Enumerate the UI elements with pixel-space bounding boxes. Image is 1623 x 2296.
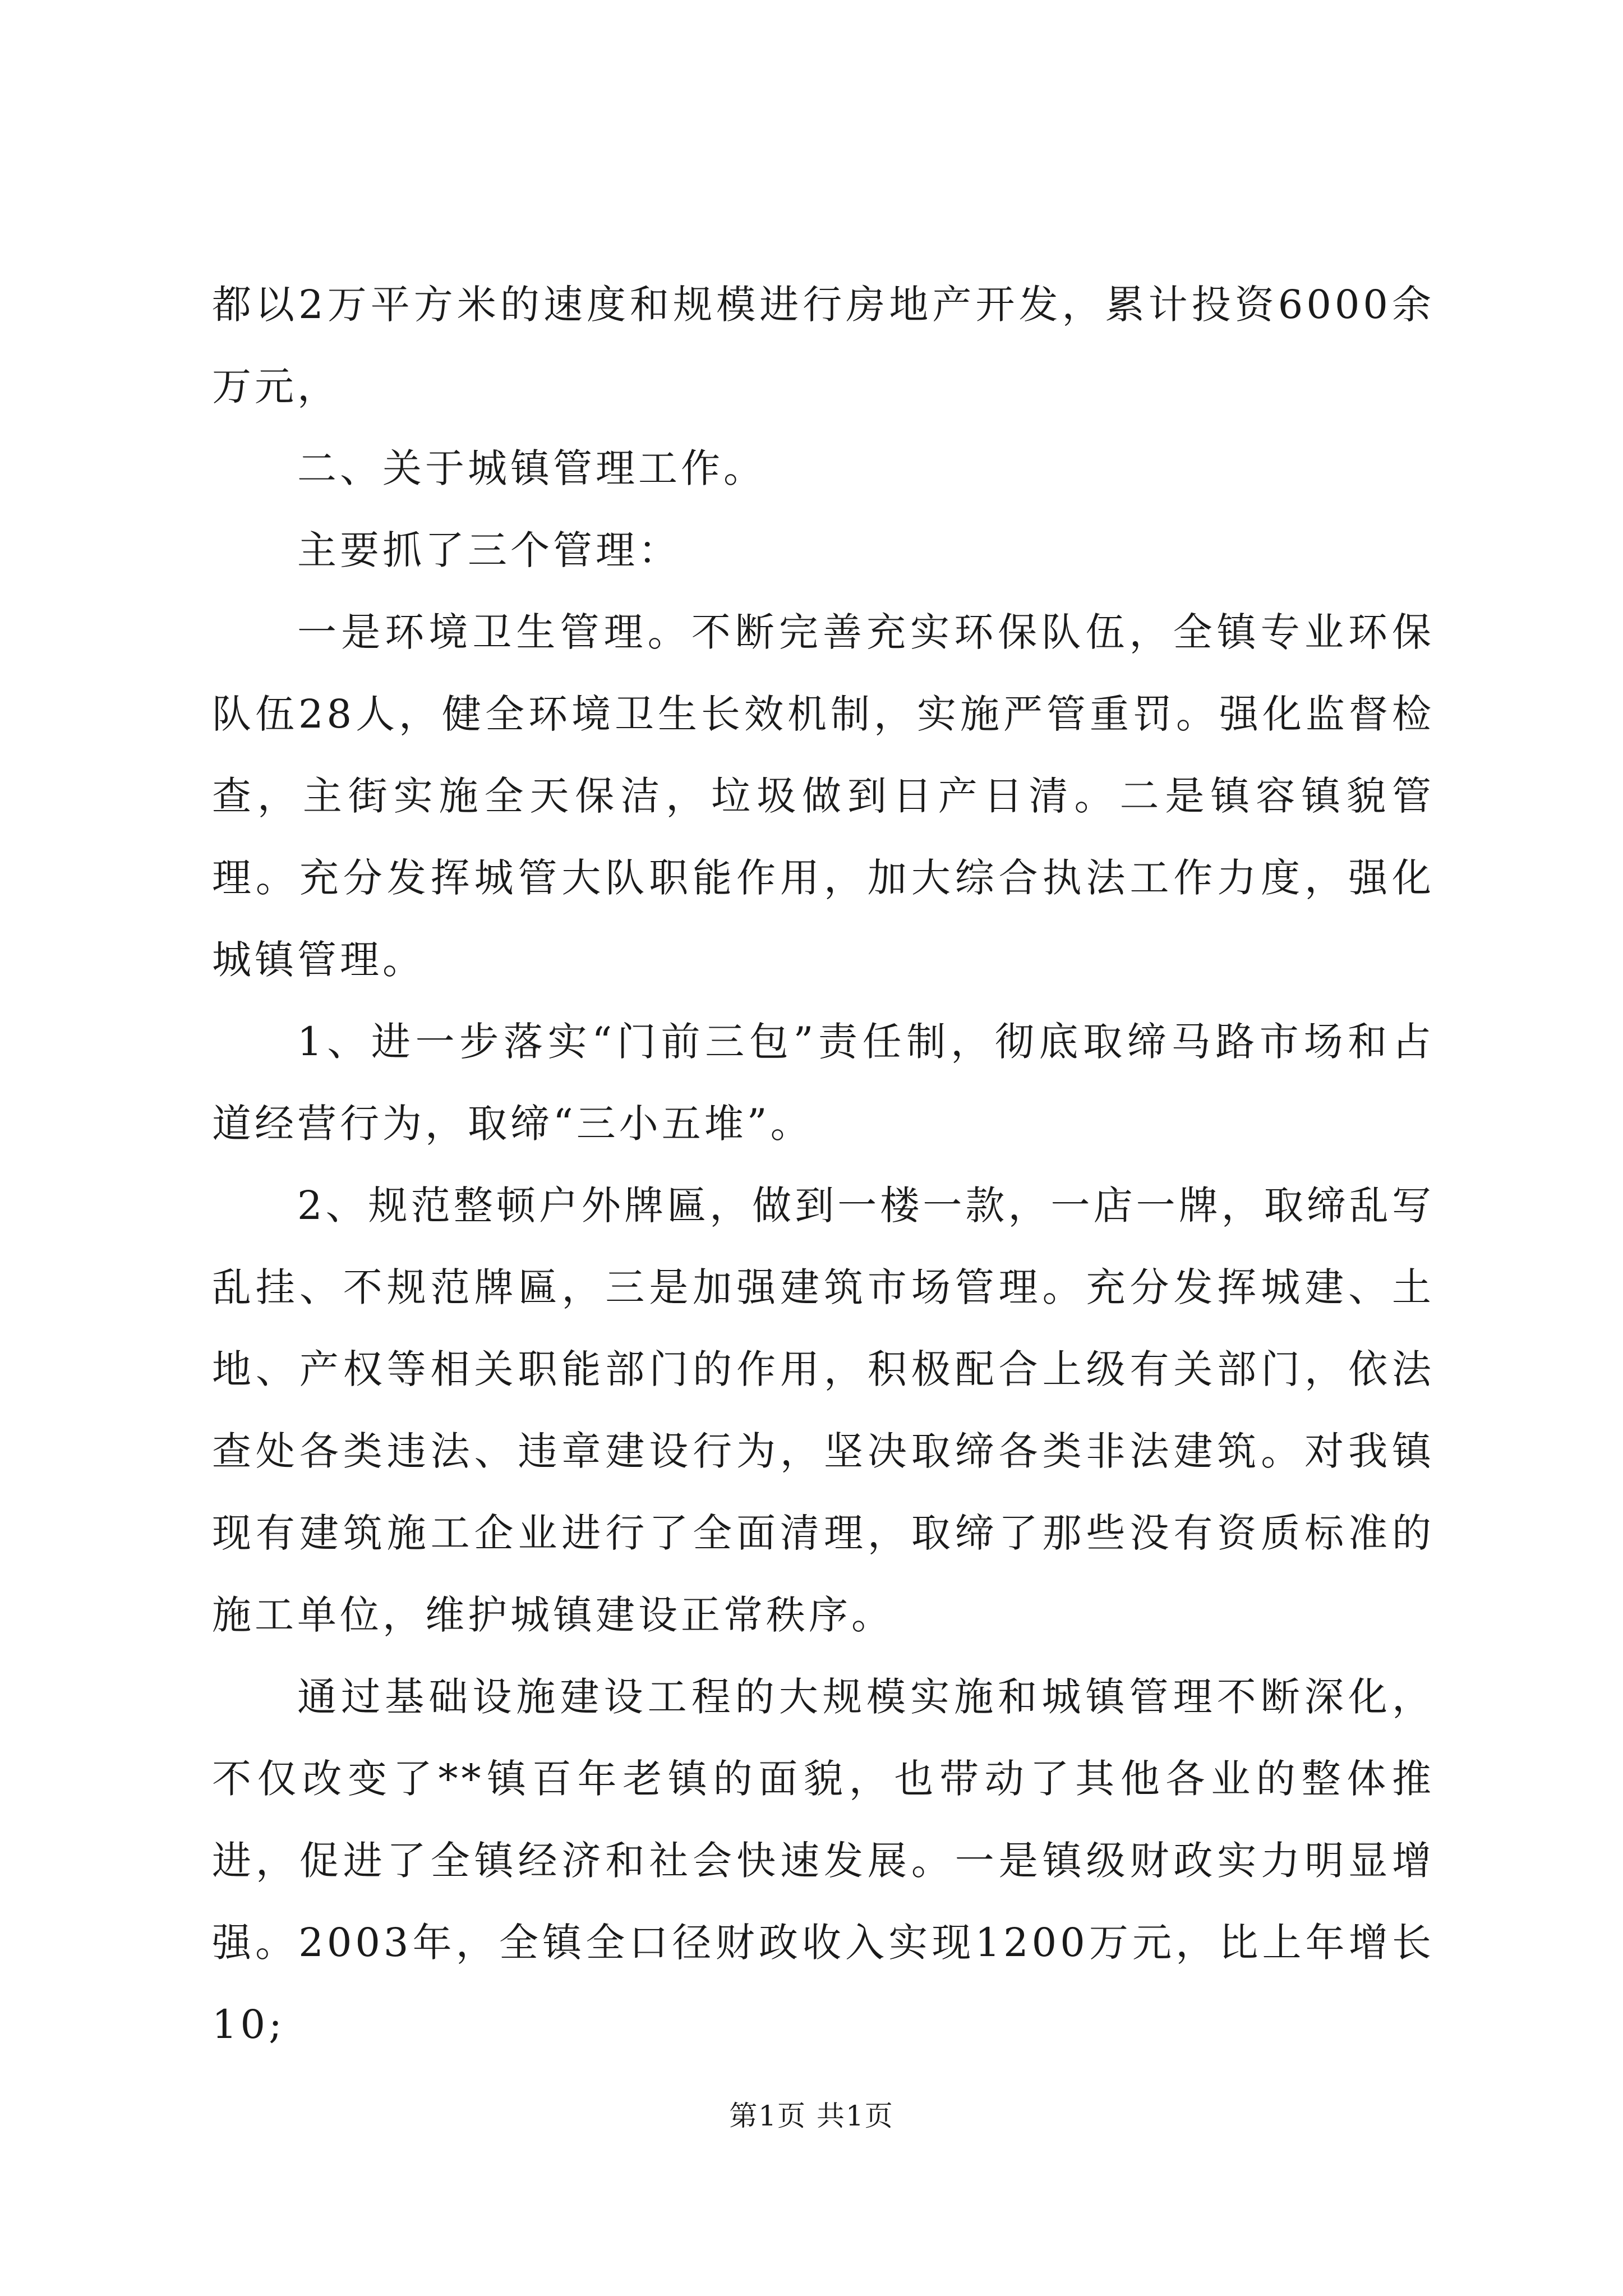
paragraph-5: 1、进一步落实“门前三包”责任制，彻底取缔马路市场和占道经营行为，取缔“三小五堆”。 [212,1019,1435,1147]
document-body [212,264,1435,2065]
page-footer: 第1页 共1页 [729,2100,894,2132]
paragraph-7: 通过基础设施建设工程的大规模实施和城镇管理不断深化，不仅改变了**镇百年老镇的面貌，也带动了其他各业的整体推进，促进了全镇经济和社会快速发展。一是镇级财政实力明显增强。2003年，全镇全口径财政收入实现1200万元，比上年增长10; [212,1674,1435,2047]
paragraph-6: 2、规范整顿户外牌匾，做到一楼一款，一店一牌，取缔乱写乱挂、不规范牌匾，三是加强建筑市场管理。充分发挥城建、土地、产权等相关职能部门的作用，积极配合上级有关部门，依法查处各类违法、违章建设行为，坚决取缔各类非法建筑。对我镇现有建筑施工企业进行了全面清理，取缔了那些没有资质标准的施工单位，维护城镇建设正常秩序。 [212,1182,1435,1638]
paragraph-3: 主要抓了三个管理： [297,527,681,573]
paragraph-2-heading: 二、关于城镇管理工作。 [297,445,766,491]
paragraph-4: 一是环境卫生管理。不断完善充实环保队伍，全镇专业环保队伍28人，健全环境卫生长效机制，实施严管重罚。强化监督检查，主街实施全天保洁，垃圾做到日产日清。二是镇容镇貌管理。充分发挥城管大队职能作用，加大综合执法工作力度，强化城镇管理。 [212,609,1435,983]
paragraph-1: 都以2万平方米的速度和规模进行房地产开发，累计投资6000余万元， [212,282,1435,409]
